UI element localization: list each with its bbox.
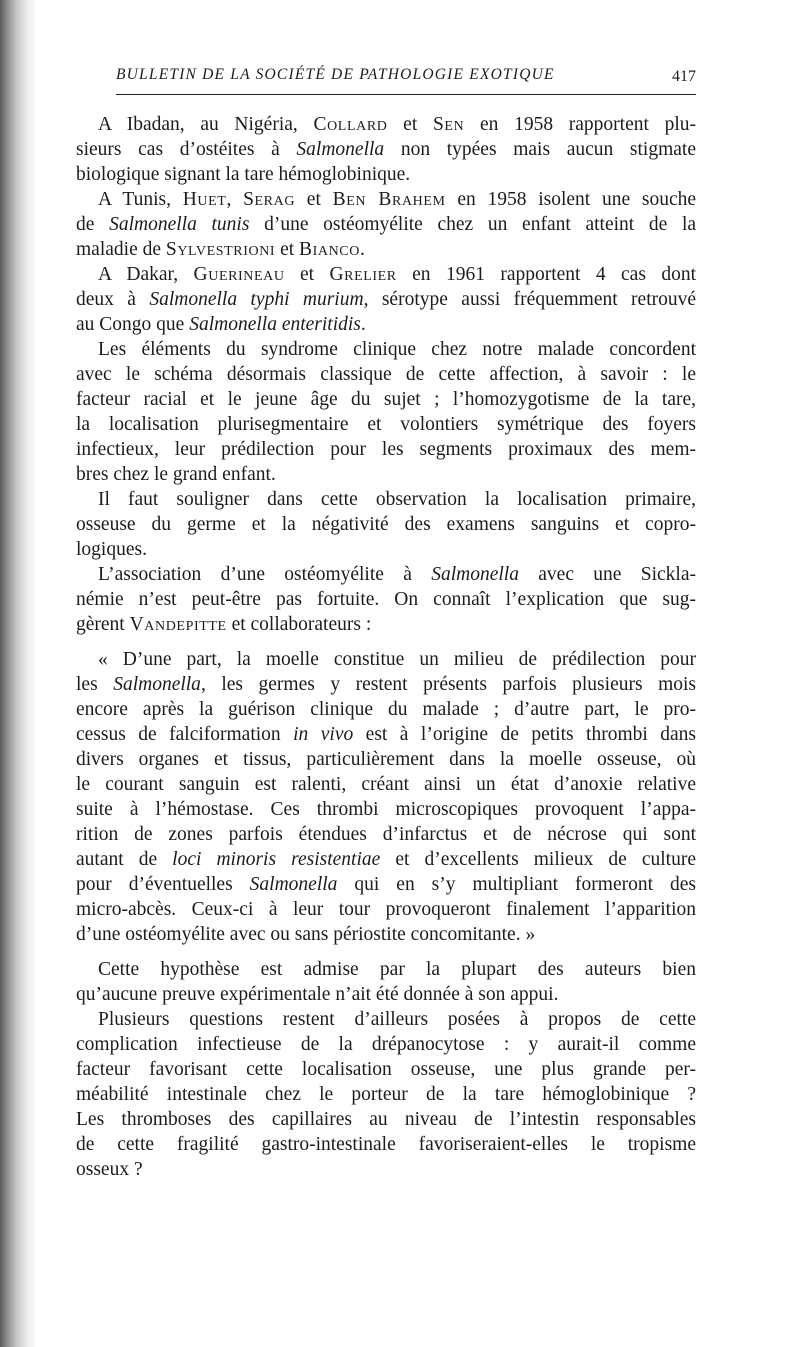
paragraph-hypothesis — [76, 957, 696, 1007]
paragraph-questions — [76, 1007, 696, 1182]
text-line: facteur favorisant cette localisation osseuse, une plus grande per- — [76, 1059, 696, 1080]
text-line: micro-abcès. Ceux-ci à leur tour provoqueront finalement l’apparition — [76, 899, 696, 920]
text-line: Cette hypothèse est admise par la plupart des auteurs bien — [98, 959, 696, 980]
page-number: 417 — [672, 68, 696, 85]
text-line: osseuse du germe et la négativité des examens sanguins et copro- — [76, 514, 696, 535]
paragraph-observation — [76, 487, 696, 562]
text-line: « D’une part, la moelle constitue un milieu de prédilection pour — [98, 649, 696, 670]
text-line: autant de loci minoris resistentiae et d’excellents milieux de culture — [76, 849, 696, 870]
text-line: Plusieurs questions restent d’ailleurs posées à propos de cette — [98, 1009, 696, 1030]
text-line: osseux ? — [76, 1159, 143, 1180]
text-line: la localisation plurisegmentaire et volontiers symétrique des foyers — [76, 414, 696, 435]
text-line: avec le schéma désormais classique de cette affection, à savoir : le — [76, 364, 696, 385]
text-line: au Congo que Salmonella enteritidis. — [76, 314, 366, 335]
text-line: de Salmonella tunis d’une ostéomyélite chez un enfant atteint de la — [76, 214, 697, 235]
paragraph-dakar — [76, 262, 696, 337]
text-line: Les thromboses des capillaires au niveau de l’intestin responsables — [76, 1109, 696, 1130]
text-line: de cette fragilité gastro-intestinale favoriseraient-elles le tropisme — [76, 1134, 696, 1155]
book-spine-shadow — [0, 0, 36, 1347]
text-line: A Tunis, Huet, Serag et Ben Brahem en 1958 isolent une souche — [98, 189, 697, 210]
text-line: facteur racial et le jeune âge du sujet ; l’homozygotisme de la tare, — [76, 389, 696, 410]
text-line: encore après la guérison clinique du malade ; d’autre part, le pro- — [76, 699, 696, 720]
header-rule — [116, 94, 696, 95]
text-line: sieurs cas d’ostéites à Salmonella non typées mais aucun stigmate — [76, 139, 696, 160]
text-line: deux à Salmonella typhi murium, sérotype aussi fréquemment retrouvé — [76, 289, 697, 310]
text-line: rition de zones parfois étendues d’infarctus et de nécrose qui sont — [76, 824, 696, 845]
text-line: divers organes et tissus, particulièrement dans la moelle osseuse, où — [76, 749, 696, 770]
paragraph-association — [76, 562, 696, 637]
text-line: Il faut souligner dans cette observation la localisation primaire, — [98, 489, 696, 510]
text-line: complication infectieuse de la drépanocytose : y aurait-il comme — [76, 1034, 696, 1055]
text-line: qu’aucune preuve expérimentale n’ait été donnée à son appui. — [76, 984, 559, 1005]
paragraph-ibadan — [76, 112, 696, 187]
text-line: suite à l’hémostase. Ces thrombi microscopiques provoquent l’appa- — [76, 799, 696, 820]
text-line: les Salmonella, les germes y restent présents parfois plusieurs mois — [76, 674, 696, 695]
text-line: méabilité intestinale chez le porteur de la tare hémoglobinique ? — [76, 1084, 696, 1105]
running-title: BULLETIN DE LA SOCIÉTÉ DE PATHOLOGIE EXOTIQUE — [116, 66, 555, 83]
paragraph-tunis — [76, 187, 696, 262]
text-line: A Ibadan, au Nigéria, Collard et Sen en 1958 rapportent plu- — [98, 114, 697, 135]
paragraph-syndrome — [76, 337, 696, 487]
text-line: d’une ostéomyélite avec ou sans périostite concomitante. » — [76, 924, 536, 945]
text-line: cessus de falciformation in vivo est à l’origine de petits thrombi dans — [76, 724, 697, 745]
text-line: bres chez le grand enfant. — [76, 464, 276, 485]
text-line: Les éléments du syndrome clinique chez notre malade concordent — [98, 339, 696, 360]
text-line: biologique signant la tare hémoglobinique. — [76, 164, 411, 185]
text-line: pour d’éventuelles Salmonella qui en s’y multipliant formeront des — [76, 874, 697, 895]
quotation-block — [76, 647, 696, 947]
text-line: maladie de Sylvestrioni et Bianco. — [76, 239, 365, 260]
text-line: gèrent Vandepitte et collaborateurs : — [76, 614, 372, 635]
text-line: A Dakar, Guerineau et Grelier en 1961 rapportent 4 cas dont — [98, 264, 696, 285]
running-header — [116, 66, 696, 90]
text-line: logiques. — [76, 539, 147, 560]
body-text — [76, 112, 696, 1182]
text-line: L’association d’une ostéomyélite à Salmonella avec une Sickla- — [98, 564, 696, 585]
text-line: némie n’est peut-être pas fortuite. On connaît l’explication que sug- — [76, 589, 696, 610]
text-line: le courant sanguin est ralenti, créant ainsi un état d’anoxie relative — [76, 774, 696, 795]
text-line: infectieux, leur prédilection pour les segments proximaux des mem- — [76, 439, 696, 460]
